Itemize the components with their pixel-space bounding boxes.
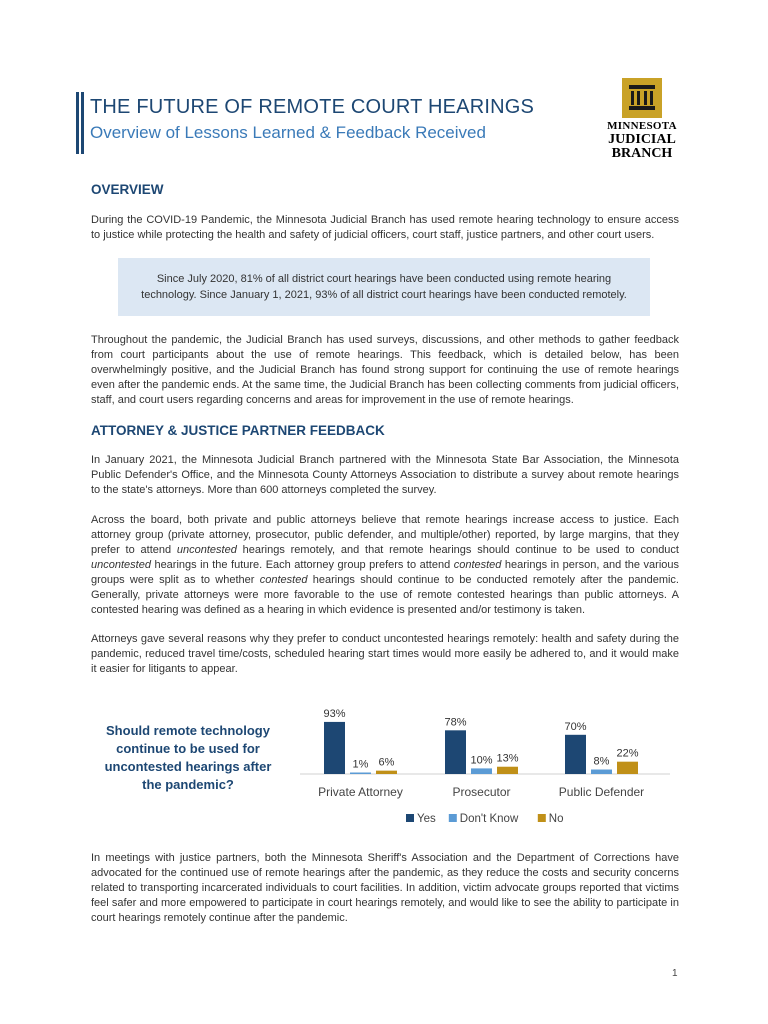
text-run: hearings in the future. Each attorney group prefers to attend bbox=[150, 559, 454, 571]
logo-text-line1: MINNESOTA bbox=[607, 120, 677, 132]
emphasis-text: contested bbox=[453, 559, 502, 571]
emphasis-text: contested bbox=[259, 574, 308, 586]
text-run: hearings remotely, and that remote hearings should continue to be used to conduct bbox=[236, 544, 679, 556]
legend-label: Don't Know bbox=[459, 813, 519, 825]
bar-don-t-know-1 bbox=[471, 768, 492, 774]
text-run: hearings in person, and the various groups were split as to whether bbox=[91, 559, 680, 586]
judicial-branch-logo bbox=[604, 78, 680, 172]
bar-don-t-know-2 bbox=[591, 770, 612, 774]
page-title: THE FUTURE OF REMOTE COURT HEARINGS bbox=[90, 96, 535, 118]
survey-bar-chart bbox=[300, 696, 680, 838]
bar-don-t-know-0 bbox=[350, 773, 371, 775]
attorney-paragraph-2 bbox=[91, 513, 679, 618]
bar-data-label: 78% bbox=[444, 716, 467, 729]
bar-data-label: 70% bbox=[564, 720, 587, 733]
bar-data-label: 8% bbox=[593, 755, 610, 768]
chart-question: Should remote technology continue to be used for uncontested hearings after the pandemic? bbox=[104, 723, 272, 792]
bar-data-label: 6% bbox=[378, 756, 395, 769]
legend-swatch bbox=[538, 814, 546, 822]
bar-yes-1 bbox=[445, 730, 466, 774]
bar-data-label: 13% bbox=[496, 752, 519, 765]
text-run: hearings should continue to be conducted remotely after the pandemic. Generally, private attorneys were more favorable to the use of remote contested hearings than public attorneys. A contested hearing was defined as a hearing in which evidence is presented and/or testimony is taken. bbox=[91, 574, 679, 616]
logo-text-line3: BRANCH bbox=[611, 146, 673, 162]
emphasis-text: uncontested bbox=[176, 544, 237, 556]
bar-data-label: 1% bbox=[352, 758, 369, 771]
attorney-feedback-heading: ATTORNEY & JUSTICE PARTNER FEEDBACK bbox=[91, 423, 385, 438]
courthouse-icon bbox=[622, 78, 662, 118]
bar-yes-2 bbox=[565, 735, 586, 774]
bar-data-label: 10% bbox=[470, 754, 493, 767]
statistics-callout bbox=[118, 258, 650, 316]
category-label: Public Defender bbox=[558, 785, 645, 799]
page-subtitle: Overview of Lessons Learned & Feedback Received bbox=[90, 123, 486, 142]
bar-no-2 bbox=[617, 762, 638, 774]
overview-body: Throughout the pandemic, the Judicial Branch has used surveys, discussions, and other methods to gather feedback from court participants about the use of remote hearings. This feedback, which is detailed below, has been overwhelmingly positive, and the Judicial Branch has found strong support for continuing the use of remote hearings even after the pandemic ends. At the same time, the Judicial Branch has been collecting comments from judicial officers, staff, and court users regarding concerns and areas for improvement in the use of remote hearings. bbox=[91, 334, 679, 406]
title-accent-bar bbox=[76, 92, 79, 154]
title-accent-bar bbox=[81, 92, 84, 154]
attorney-paragraph-3: Attorneys gave several reasons why they prefer to conduct uncontested hearings remotely: health and safety during the pandemic, reduced travel time/costs, scheduled hearing start times would more easily be adhered to, and it would make it easier for litigants to appear. bbox=[91, 633, 679, 675]
category-label: Prosecutor bbox=[452, 785, 511, 799]
callout-text: Since July 2020, 81% of all district court hearings have been conducted using remote hearing technology. Since January 1, 2021, 93% of all district court hearings have been conducted remotely. bbox=[141, 273, 627, 301]
legend-label: Yes bbox=[417, 813, 436, 825]
bar-data-label: 93% bbox=[323, 707, 346, 720]
category-label: Private Attorney bbox=[318, 785, 403, 799]
emphasis-text: uncontested bbox=[91, 559, 151, 571]
text-run: Across the board, both private and public attorneys believe that remote hearings increase access to justice. Each attorney group (private attorney, prosecutor, public defender, and multiple/other) reported, by large margins, that they prefer to attend bbox=[91, 514, 679, 556]
legend-swatch bbox=[449, 814, 457, 822]
bar-no-1 bbox=[497, 767, 518, 774]
bar-data-label: 22% bbox=[616, 747, 639, 760]
title-accent-bars bbox=[76, 92, 84, 154]
logo-text-line2: JUDICIAL bbox=[608, 131, 676, 147]
legend-swatch bbox=[406, 814, 414, 822]
overview-heading: OVERVIEW bbox=[91, 182, 164, 197]
overview-intro: During the COVID-19 Pandemic, the Minnesota Judicial Branch has used remote hearing technology to ensure access to justice while protecting the health and safety of judicial officers, court staff, justice partners, and other court users. bbox=[91, 214, 679, 241]
page-number: 1 bbox=[672, 968, 678, 979]
bar-yes-0 bbox=[324, 722, 345, 774]
legend-label: No bbox=[548, 813, 564, 825]
attorney-paragraph-1: In January 2021, the Minnesota Judicial Branch partnered with the Minnesota State Bar Association, the Minnesota Public Defender's Office, and the Minnesota County Attorneys Association to distribute a survey about remote hearings to the state's attorneys. More than 600 attorneys completed the survey. bbox=[91, 454, 679, 496]
title-block bbox=[76, 92, 596, 154]
bar-no-0 bbox=[376, 771, 397, 774]
justice-partner-paragraph: In meetings with justice partners, both the Minnesota Sheriff's Association and the Department of Corrections have advocated for the continued use of remote hearings after the pandemic, as they reduce the costs and security concerns related to transporting incarcerated individuals to court facilities. In addition, victim advocate groups reported that victims feel safer and more empowered to participate in court hearings remotely, and would like to see the ability to participate in court hearings remotely continue after the pandemic. bbox=[91, 852, 679, 924]
